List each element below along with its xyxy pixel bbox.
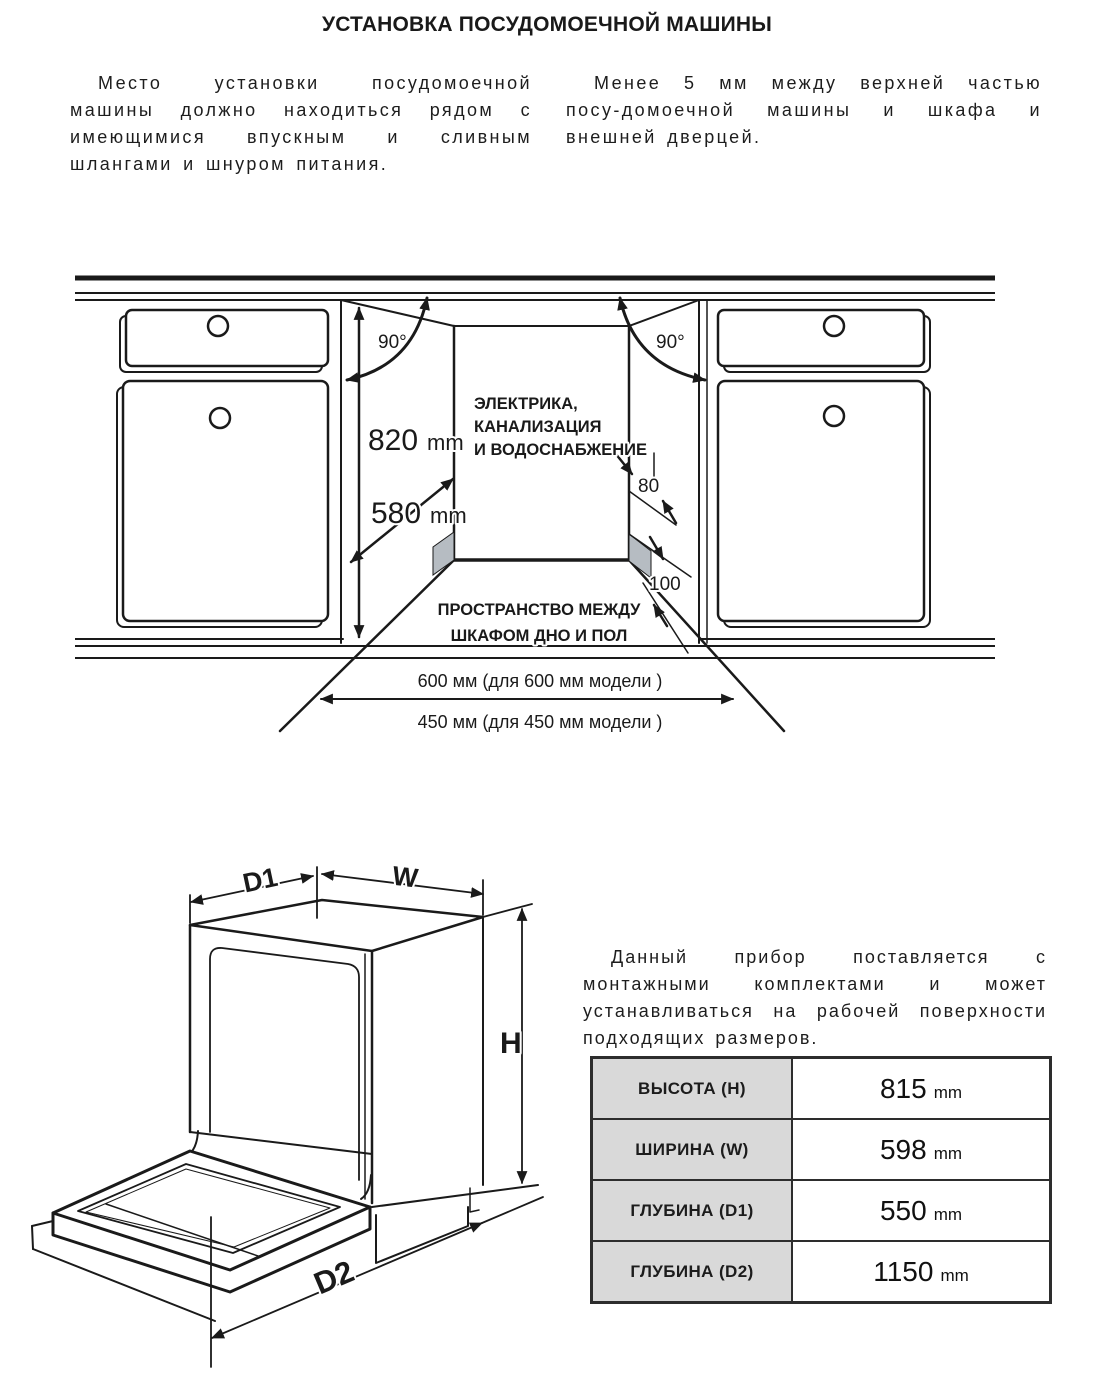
- spec-number: 550: [879, 1194, 927, 1226]
- gap-100-label: 100: [649, 574, 681, 595]
- right-cabinet: [699, 300, 930, 643]
- mounting-note: [583, 944, 1047, 1052]
- spec-value-height: [792, 1058, 1051, 1120]
- spec-label-depth1: ГЛУБИНА (D1): [592, 1180, 793, 1241]
- hinge-right: [361, 1175, 371, 1199]
- dishwasher-dimensions-diagram: [20, 855, 580, 1375]
- d2-label: D2: [308, 1253, 359, 1302]
- spec-unit: mm: [933, 1143, 963, 1163]
- gap-80-label: 80: [638, 476, 660, 497]
- table-row-depth1: [592, 1180, 1051, 1241]
- utilities-label-line1: ЭЛЕКТРИКА,: [474, 395, 578, 413]
- spec-unit: mm: [940, 1265, 969, 1285]
- spec-unit: mm: [933, 1082, 963, 1102]
- top-face: [190, 900, 483, 951]
- left-cabinet: [117, 300, 341, 643]
- rear-foot: [470, 1188, 479, 1212]
- width-450-label: 450 мм (для 450 мм модели ): [417, 712, 663, 732]
- mounting-note-paragraph: Данный прибор поставляется с монтажными комплектами и может устанавливаться на рабочей поверхности подходящих размеров.: [583, 947, 1047, 1048]
- cavity-opening: [210, 948, 359, 1180]
- width-600-label: 600 мм (для 600 мм модели ): [417, 671, 663, 691]
- utilities-label-line3: И ВОДОСНАБЖЕНИЕ: [474, 441, 648, 459]
- spec-label-width: ШИРИНА (W): [592, 1119, 793, 1180]
- clearance-label-line2: ШКАФОМ ДНО И ПОЛ: [450, 627, 628, 645]
- h-label: H: [500, 1027, 522, 1060]
- page-title: УСТАНОВКА ПОСУДОМОЕЧНОЙ МАШИНЫ: [321, 13, 773, 36]
- utilities-label-line2: КАНАЛИЗАЦИЯ: [474, 418, 602, 436]
- height-value: 820: [368, 424, 419, 457]
- d1-label: D1: [240, 861, 281, 899]
- spec-number: 598: [879, 1133, 927, 1165]
- depth-value: 580: [371, 497, 422, 530]
- installation-niche-diagram: [75, 258, 995, 743]
- spec-unit: mm: [933, 1204, 963, 1224]
- spec-value-width: [792, 1119, 1051, 1180]
- angle-label-left: 90°: [378, 332, 407, 353]
- plinth-block-left: [433, 532, 454, 575]
- spec-number: 815: [879, 1072, 927, 1104]
- depth-unit: mm: [430, 503, 467, 528]
- intro-right-paragraph: Менее 5 мм между верхней частью посу-домоечной машины и шкафа и внешней дверцей.: [566, 73, 1042, 147]
- table-row-width: [592, 1119, 1051, 1180]
- table-row-height: [592, 1058, 1051, 1120]
- spec-number: 1150: [873, 1255, 934, 1287]
- clearance-label-line1: ПРОСТРАНСТВО МЕЖДУ: [437, 601, 641, 619]
- spec-value-depth2: [792, 1241, 1051, 1303]
- spec-label-depth2: ГЛУБИНА (D2): [592, 1241, 793, 1303]
- spec-label-height: ВЫСОТА (H): [592, 1058, 793, 1120]
- countertop: [75, 278, 995, 300]
- installation-niche: [280, 300, 784, 731]
- spec-value-depth1: [792, 1180, 1051, 1241]
- intro-section: [70, 70, 1042, 178]
- table-row-depth2: [592, 1241, 1051, 1303]
- w-label: W: [390, 860, 420, 894]
- spec-table: [590, 1056, 1052, 1304]
- intro-left-column: [70, 70, 532, 178]
- angle-label-right: 90°: [656, 332, 685, 353]
- height-unit: mm: [427, 430, 464, 455]
- intro-right-column: [566, 70, 1042, 178]
- intro-left-paragraph: Место установки посудомоечной машины должно находиться рядом с имеющимися впускным и сливным шлангами и шнуром питания.: [70, 73, 532, 174]
